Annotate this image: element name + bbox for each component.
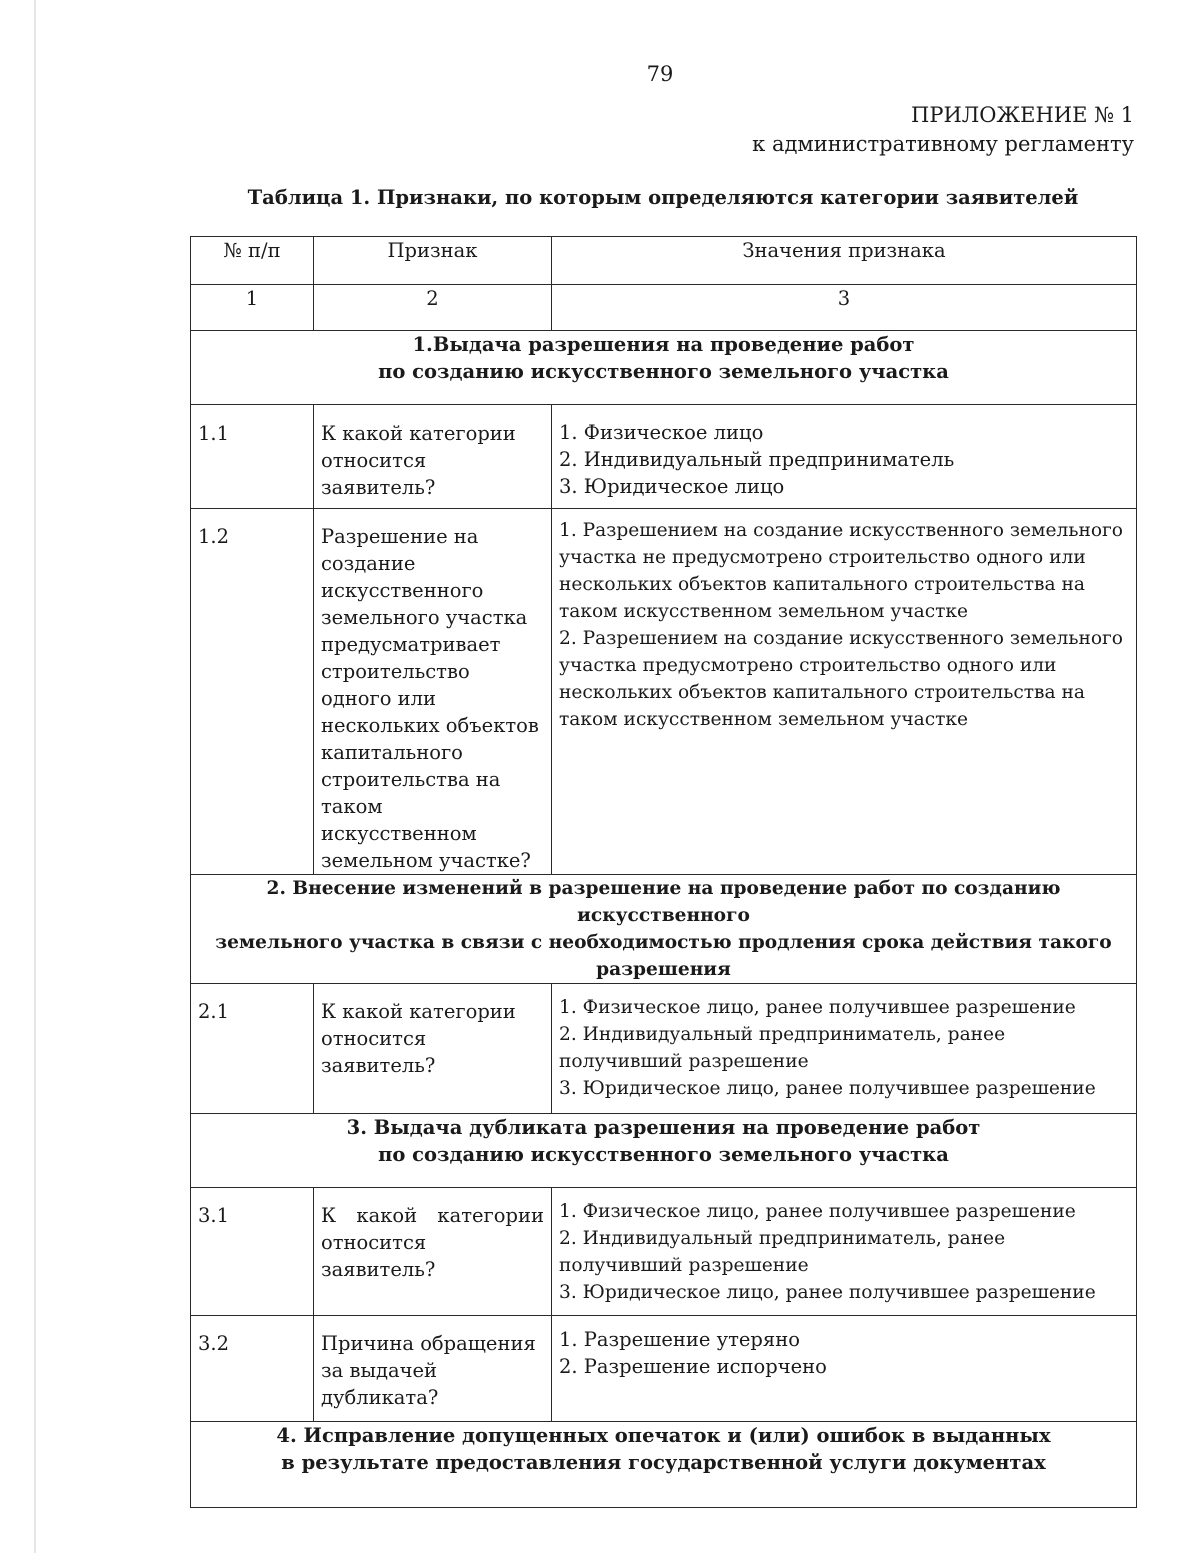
section-title-line: земельного участка в связи с необходимостью продления срока действия такого xyxy=(215,932,1112,953)
feature-cell: К какой категории относится заявитель? xyxy=(314,984,552,1114)
feature-cell: К какой категории относится заявитель? xyxy=(314,1188,552,1316)
value-line: 2. Индивидуальный предприниматель, ранее xyxy=(559,1024,1006,1045)
value-line: 1. Разрешением на создание искусственного земельного xyxy=(559,520,1123,541)
column-number-row xyxy=(191,285,1137,331)
table-row xyxy=(191,1316,1137,1422)
feature-cell: Причина обращения за выдачей дубликата? xyxy=(314,1316,552,1422)
applicant-categories-table xyxy=(190,236,1137,1508)
section-title-line: 2. Внесение изменений в разрешение на проведение работ по созданию искусственного xyxy=(266,878,1061,926)
section-header-row xyxy=(191,331,1137,405)
header-row xyxy=(191,237,1137,285)
section-3-title xyxy=(191,1114,1137,1188)
section-2-title xyxy=(191,875,1137,984)
section-title-line: разрешения xyxy=(596,959,731,980)
values-cell xyxy=(552,1316,1137,1422)
column-number-1: 1 xyxy=(191,285,314,331)
section-1-title xyxy=(191,331,1137,405)
section-title-line: 3. Выдача дубликата разрешения на проведение работ xyxy=(346,1116,981,1139)
header-values: Значения признака xyxy=(552,237,1137,285)
value-line: 3. Юридическое лицо xyxy=(559,475,785,498)
value-line: нескольких объектов капитального строительства на xyxy=(559,682,1085,703)
feature-cell: К какой категории относится заявитель? xyxy=(314,405,552,509)
value-line: участка предусмотрено строительство одного или xyxy=(559,655,1057,676)
section-header-row xyxy=(191,1114,1137,1188)
table-row xyxy=(191,1188,1137,1316)
value-line: 1. Физическое лицо, ранее получившее разрешение xyxy=(559,997,1076,1018)
header-num: № п/п xyxy=(191,237,314,285)
section-header-row xyxy=(191,875,1137,984)
value-line: 2. Индивидуальный предприниматель, ранее xyxy=(559,1228,1006,1249)
page-number: 79 xyxy=(646,62,674,86)
value-line: 2. Разрешением на создание искусственного земельного xyxy=(559,628,1123,649)
value-line: 2. Разрешение испорчено xyxy=(559,1355,827,1378)
section-title-line: в результате предоставления государственной услуги документах xyxy=(281,1451,1046,1474)
value-line: 2. Индивидуальный предприниматель xyxy=(559,448,955,471)
section-header-row xyxy=(191,1422,1137,1508)
values-cell xyxy=(552,509,1137,875)
header-feature: Признак xyxy=(314,237,552,285)
value-line: таком искусственном земельном участке xyxy=(559,709,969,730)
row-number: 1.2 xyxy=(191,509,314,875)
table-caption: Таблица 1. Признаки, по которым определяются категории заявителей xyxy=(247,186,1079,209)
table-row xyxy=(191,509,1137,875)
appendix-subtitle: к административному регламенту xyxy=(752,132,1134,156)
value-line: 1. Разрешение утеряно xyxy=(559,1328,800,1351)
section-title-line: 4. Исправление допущенных опечаток и (или) ошибок в выданных xyxy=(276,1424,1051,1447)
row-number: 3.2 xyxy=(191,1316,314,1422)
column-number-3: 3 xyxy=(552,285,1137,331)
value-line: участка не предусмотрено строительство одного или xyxy=(559,547,1086,568)
row-number: 1.1 xyxy=(191,405,314,509)
value-line: 3. Юридическое лицо, ранее получившее разрешение xyxy=(559,1078,1096,1099)
section-4-title xyxy=(191,1422,1137,1508)
value-line: 1. Физическое лицо xyxy=(559,421,764,444)
feature-cell: Разрешение на создание искусственного земельного участка предусматривает строительство одного или нескольких объектов капитального строительства на таком искусственном земельном участке? xyxy=(314,509,552,875)
values-cell xyxy=(552,1188,1137,1316)
row-number: 3.1 xyxy=(191,1188,314,1316)
values-cell xyxy=(552,984,1137,1114)
table-row xyxy=(191,405,1137,509)
value-line: 3. Юридическое лицо, ранее получившее разрешение xyxy=(559,1282,1096,1303)
values-cell xyxy=(552,405,1137,509)
value-line: получивший разрешение xyxy=(559,1255,809,1276)
section-title-line: по созданию искусственного земельного участка xyxy=(378,1143,949,1166)
column-number-2: 2 xyxy=(314,285,552,331)
appendix-title: ПРИЛОЖЕНИЕ № 1 xyxy=(911,103,1134,127)
scan-edge xyxy=(34,0,36,1553)
table-row xyxy=(191,984,1137,1114)
section-title-line: по созданию искусственного земельного участка xyxy=(378,360,949,383)
section-title-line: 1.Выдача разрешения на проведение работ xyxy=(412,333,915,356)
value-line: нескольких объектов капитального строительства на xyxy=(559,574,1085,595)
value-line: 1. Физическое лицо, ранее получившее разрешение xyxy=(559,1201,1076,1222)
appendix-heading xyxy=(752,101,1134,159)
row-number: 2.1 xyxy=(191,984,314,1114)
value-line: получивший разрешение xyxy=(559,1051,809,1072)
value-line: таком искусственном земельном участке xyxy=(559,601,969,622)
